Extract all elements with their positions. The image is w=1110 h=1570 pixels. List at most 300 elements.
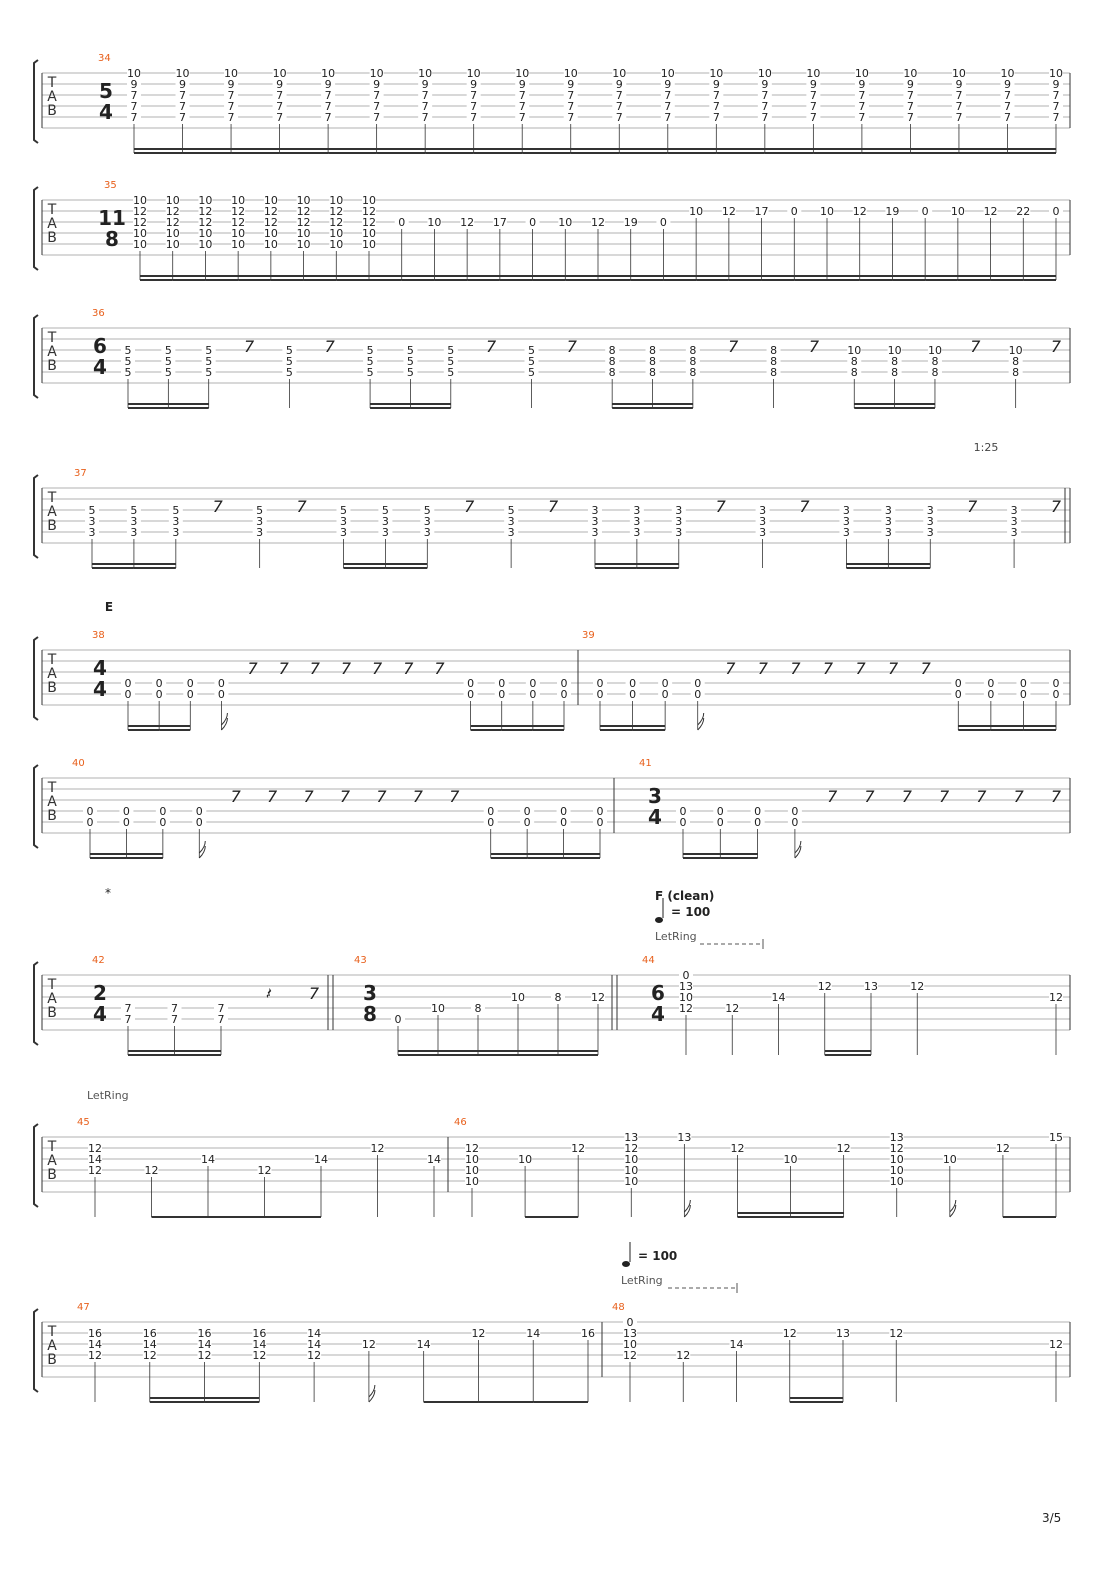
fret-number: 9 xyxy=(1052,78,1060,91)
rest-mark: 7 xyxy=(864,787,875,806)
rest-mark: 7 xyxy=(970,337,981,356)
fret-number: 12 xyxy=(591,991,605,1004)
fret-number: 5 xyxy=(205,366,213,379)
fret-number: 7 xyxy=(1052,111,1060,124)
fret-number: 10 xyxy=(133,238,147,251)
tempo-note-head xyxy=(655,917,663,923)
fret-number: 7 xyxy=(276,89,284,102)
fret-number: 8 xyxy=(770,344,778,357)
fret-number: 10 xyxy=(563,67,578,80)
fret-number: 7 xyxy=(421,111,429,124)
system-bracket xyxy=(34,637,38,720)
measure-number: 40 xyxy=(72,758,85,769)
fret-number: 0 xyxy=(467,677,475,690)
fret-number: 0 xyxy=(560,688,568,701)
fret-number: 3 xyxy=(256,526,264,539)
fret-number: 7 xyxy=(179,89,187,102)
fret-number: 0 xyxy=(529,688,537,701)
fret-number: 0 xyxy=(754,805,762,818)
rest-mark: 7 xyxy=(1050,337,1062,356)
fret-number: 12 xyxy=(983,205,998,218)
fret-number: 5 xyxy=(366,366,374,379)
fret-number: 10 xyxy=(329,194,344,207)
fret-number: 17 xyxy=(492,216,507,229)
fret-number: 9 xyxy=(227,78,235,91)
fret-number: 12 xyxy=(198,216,213,229)
fret-number: 5 xyxy=(447,366,455,379)
rest-mark: 7 xyxy=(449,787,460,806)
fret-number: 10 xyxy=(558,216,573,229)
fret-number: 3 xyxy=(842,515,850,528)
fret-number: 10 xyxy=(854,67,869,80)
tab-clef-letter: A xyxy=(47,666,57,682)
let-ring-label: LetRing xyxy=(655,930,697,943)
fret-number: 3 xyxy=(507,515,515,528)
fret-number: 7 xyxy=(217,1002,225,1015)
rest-mark: 7 xyxy=(412,787,423,806)
fret-number: 7 xyxy=(518,89,526,102)
fret-number: 12 xyxy=(231,216,246,229)
measure-number: 41 xyxy=(639,758,652,769)
fret-number: 0 xyxy=(679,805,687,818)
fret-number: 10 xyxy=(689,205,704,218)
rest-mark: 7 xyxy=(1013,787,1024,806)
fret-number: 12 xyxy=(252,1349,267,1362)
fret-number: 9 xyxy=(518,78,526,91)
fret-number: 3 xyxy=(256,515,264,528)
fret-number: 5 xyxy=(285,344,293,357)
fret-number: 0 xyxy=(754,816,762,829)
fret-number: 5 xyxy=(285,355,293,368)
fret-number: 0 xyxy=(679,816,687,829)
fret-number: 10 xyxy=(369,67,384,80)
rest-mark: 7 xyxy=(309,659,320,678)
fret-number: 7 xyxy=(124,1013,132,1026)
fret-number: 5 xyxy=(447,355,455,368)
fret-number: 7 xyxy=(373,89,381,102)
fret-number: 0 xyxy=(987,688,995,701)
fret-number: 12 xyxy=(142,1349,157,1362)
fret-number: 7 xyxy=(470,89,478,102)
fret-number: 5 xyxy=(164,366,172,379)
fret-number: 7 xyxy=(567,111,575,124)
fret-number: 0 xyxy=(560,677,568,690)
fret-number: 10 xyxy=(1049,67,1063,80)
fret-number: 7 xyxy=(171,1013,178,1026)
fret-number: 0 xyxy=(1019,677,1027,690)
fret-number: 12 xyxy=(329,205,344,218)
tab-system xyxy=(34,187,1070,280)
tab-clef-letter: B xyxy=(47,1005,57,1021)
fret-number: 9 xyxy=(324,78,332,91)
fret-number: 5 xyxy=(88,504,96,517)
fret-number: 7 xyxy=(470,111,478,124)
tab-clef-letter: B xyxy=(47,680,57,696)
fret-number: 3 xyxy=(130,526,138,539)
rest-mark: 7 xyxy=(324,337,335,356)
tab-clef-letter: A xyxy=(47,1338,57,1354)
fret-number: 7 xyxy=(227,89,235,102)
fret-number: 0 xyxy=(560,805,568,818)
time-signature-top: 2 xyxy=(93,981,107,1005)
fret-number: 5 xyxy=(527,344,535,357)
fret-number: 10 xyxy=(296,194,311,207)
rest-mark: 7 xyxy=(1050,497,1062,516)
fret-number: 0 xyxy=(954,688,962,701)
fret-number: 7 xyxy=(373,111,381,124)
fret-number: 5 xyxy=(339,504,347,517)
tab-clef-letter: A xyxy=(47,344,57,360)
fret-number: 5 xyxy=(205,344,213,357)
tab-system xyxy=(34,315,1070,408)
fret-number: 7 xyxy=(324,89,332,102)
fret-number: 3 xyxy=(926,526,934,539)
fret-number: 5 xyxy=(124,355,132,368)
fret-number: 0 xyxy=(523,805,531,818)
fret-number: 0 xyxy=(398,216,406,229)
fret-number: 10 xyxy=(231,238,246,251)
rest-mark: 7 xyxy=(715,497,726,516)
fret-number: 10 xyxy=(231,194,246,207)
tab-clef-letter: T xyxy=(47,75,57,91)
fret-number: 10 xyxy=(623,1338,637,1351)
fret-number: 7 xyxy=(1003,89,1011,102)
fret-number: 16 xyxy=(88,1327,102,1340)
fret-number: 7 xyxy=(712,89,720,102)
fret-number: 8 xyxy=(1012,355,1020,368)
fret-number: 3 xyxy=(759,515,767,528)
fret-number: 10 xyxy=(515,67,530,80)
time-signature-bottom: 8 xyxy=(363,1002,377,1026)
fret-number: 3 xyxy=(842,526,850,539)
fret-number: 9 xyxy=(179,78,187,91)
measure-number: 44 xyxy=(642,955,655,966)
fret-number: 14 xyxy=(307,1338,322,1351)
fret-number: 14 xyxy=(729,1338,744,1351)
fret-number: 12 xyxy=(624,1142,639,1155)
measure-number: 48 xyxy=(612,1302,625,1313)
fret-number: 3 xyxy=(842,504,850,517)
fret-number: 7 xyxy=(276,111,284,124)
fret-number: 7 xyxy=(567,100,575,113)
fret-number: 10 xyxy=(889,1153,904,1166)
fret-number: 14 xyxy=(771,991,786,1004)
rest-mark: 7 xyxy=(243,337,255,356)
rest-mark: 7 xyxy=(790,659,801,678)
rest-mark: 7 xyxy=(278,659,289,678)
fret-number: 8 xyxy=(608,366,616,379)
fret-number: 7 xyxy=(615,100,623,113)
fret-number: 10 xyxy=(820,205,834,218)
fret-number: 5 xyxy=(507,504,515,517)
fret-number: 8 xyxy=(608,355,616,368)
fret-number: 10 xyxy=(418,67,433,80)
fret-number: 3 xyxy=(591,504,599,517)
tab-system xyxy=(34,1309,1070,1402)
fret-number: 0 xyxy=(661,677,669,690)
fret-number: 7 xyxy=(421,89,429,102)
fret-number: 14 xyxy=(88,1338,102,1351)
fret-number: 7 xyxy=(276,100,284,113)
fret-number: 10 xyxy=(465,1153,479,1166)
fret-number: 3 xyxy=(884,515,892,528)
fret-number: 5 xyxy=(527,366,535,379)
fret-number: 5 xyxy=(406,355,414,368)
fret-number: 10 xyxy=(263,227,278,240)
fret-number: 0 xyxy=(155,677,163,690)
fret-number: 12 xyxy=(307,1349,322,1362)
fret-number: 3 xyxy=(884,526,892,539)
fret-number: 8 xyxy=(1012,366,1020,379)
fret-number: 10 xyxy=(431,1002,445,1015)
fret-number: 3 xyxy=(339,515,347,528)
rest-mark: 7 xyxy=(340,659,352,678)
fret-number: 5 xyxy=(423,504,431,517)
fret-number: 0 xyxy=(954,677,962,690)
fret-number: 0 xyxy=(159,805,167,818)
fret-number: 9 xyxy=(906,78,914,91)
fret-number: 0 xyxy=(529,677,537,690)
fret-number: 3 xyxy=(507,526,515,539)
fret-number: 7 xyxy=(761,100,769,113)
fret-number: 0 xyxy=(195,816,203,829)
fret-number: 7 xyxy=(615,111,623,124)
fret-number: 7 xyxy=(1052,100,1060,113)
fret-number: 14 xyxy=(88,1153,102,1166)
fret-number: 5 xyxy=(130,504,138,517)
fret-number: 12 xyxy=(361,1338,376,1351)
note-flag xyxy=(698,713,704,730)
fret-number: 10 xyxy=(660,67,675,80)
note-flag xyxy=(684,1200,690,1217)
fret-number: 0 xyxy=(155,688,163,701)
fret-number: 0 xyxy=(467,688,475,701)
fret-number: 0 xyxy=(86,805,94,818)
time-signature-top: 11 xyxy=(98,206,126,230)
fret-number: 12 xyxy=(730,1142,745,1155)
fret-number: 0 xyxy=(124,688,132,701)
fret-number: 10 xyxy=(679,991,693,1004)
tab-clef-letter: T xyxy=(47,780,57,796)
fret-number: 8 xyxy=(689,366,697,379)
fret-number: 7 xyxy=(906,89,914,102)
fret-number: 8 xyxy=(850,355,858,368)
fret-number: 3 xyxy=(88,515,96,528)
fret-number: 3 xyxy=(1010,504,1018,517)
rest-mark: 7 xyxy=(725,659,736,678)
fret-number: 10 xyxy=(757,67,772,80)
fret-number: 8 xyxy=(649,366,657,379)
system-bracket xyxy=(34,1309,38,1392)
fret-number: 10 xyxy=(709,67,724,80)
fret-number: 0 xyxy=(186,677,194,690)
tab-clef-letter: B xyxy=(47,808,57,824)
fret-number: 12 xyxy=(296,205,311,218)
fret-number: 0 xyxy=(682,969,690,982)
fret-number: 5 xyxy=(256,504,264,517)
rest-mark: 7 xyxy=(464,497,475,516)
fret-number: 10 xyxy=(296,238,311,251)
fret-number: 7 xyxy=(130,100,138,113)
rest-mark: 7 xyxy=(303,787,314,806)
fret-number: 10 xyxy=(263,194,278,207)
fret-number: 14 xyxy=(142,1338,157,1351)
fret-number: 12 xyxy=(370,1142,385,1155)
fret-number: 7 xyxy=(217,1013,225,1026)
fret-number: 5 xyxy=(164,355,172,368)
fret-number: 10 xyxy=(362,238,376,251)
fret-number: 10 xyxy=(889,1164,904,1177)
fret-number: 0 xyxy=(86,816,94,829)
tab-clef-letter: A xyxy=(47,89,57,105)
fret-number: 8 xyxy=(554,991,562,1004)
fret-number: 12 xyxy=(995,1142,1010,1155)
fret-number: 7 xyxy=(955,89,963,102)
fret-number: 0 xyxy=(694,677,702,690)
fret-number: 9 xyxy=(761,78,769,91)
fret-number: 7 xyxy=(1052,89,1060,102)
fret-number: 12 xyxy=(263,205,278,218)
fret-number: 22 xyxy=(1016,205,1031,218)
time-signature-bottom: 4 xyxy=(99,100,113,124)
fret-number: 10 xyxy=(175,67,190,80)
fret-number: 0 xyxy=(186,688,194,701)
fret-number: 8 xyxy=(649,344,657,357)
fret-number: 0 xyxy=(217,688,225,701)
fret-number: 12 xyxy=(88,1142,102,1155)
fret-number: 10 xyxy=(198,194,213,207)
fret-number: 8 xyxy=(689,344,697,357)
fret-number: 14 xyxy=(197,1338,212,1351)
fret-number: 10 xyxy=(133,194,147,207)
fret-number: 9 xyxy=(421,78,429,91)
fret-number: 8 xyxy=(931,366,939,379)
fret-number: 10 xyxy=(624,1175,639,1188)
fret-number: 12 xyxy=(836,1142,851,1155)
fret-number: 5 xyxy=(366,344,374,357)
fret-number: 10 xyxy=(362,194,376,207)
section-marker: E xyxy=(104,600,114,614)
fret-number: 12 xyxy=(889,1327,904,1340)
rest-mark: 7 xyxy=(434,659,445,678)
fret-number: 3 xyxy=(172,515,180,528)
fret-number: 7 xyxy=(518,100,526,113)
fret-number: 9 xyxy=(470,78,478,91)
tab-system xyxy=(34,475,1070,568)
system-bracket xyxy=(34,315,38,398)
fret-number: 0 xyxy=(716,805,724,818)
fret-number: 7 xyxy=(809,111,817,124)
fret-number: 16 xyxy=(252,1327,267,1340)
fret-number: 5 xyxy=(285,366,293,379)
fret-number: 9 xyxy=(712,78,720,91)
fret-number: 5 xyxy=(381,504,389,517)
page-number: 3/5 xyxy=(1042,1511,1062,1525)
fret-number: 16 xyxy=(197,1327,212,1340)
fret-number: 12 xyxy=(144,1164,159,1177)
rest-mark: 7 xyxy=(855,659,866,678)
fret-number: 3 xyxy=(926,515,934,528)
time-signature-bottom: 8 xyxy=(105,227,119,251)
fret-number: 7 xyxy=(1003,100,1011,113)
rest-mark: 7 xyxy=(728,337,739,356)
tab-clef-letter: B xyxy=(47,1352,57,1368)
fret-number: 9 xyxy=(664,78,672,91)
fret-number: 19 xyxy=(885,205,900,218)
time-signature-bottom: 4 xyxy=(93,677,107,701)
fret-number: 0 xyxy=(791,805,799,818)
fret-number: 7 xyxy=(130,89,138,102)
fret-number: 14 xyxy=(526,1327,541,1340)
fret-number: 5 xyxy=(172,504,180,517)
rest-mark: 7 xyxy=(799,497,810,516)
fret-number: 8 xyxy=(608,344,616,357)
fret-number: 0 xyxy=(1019,688,1027,701)
system-bracket xyxy=(34,962,38,1045)
fret-number: 10 xyxy=(263,238,278,251)
fret-number: 7 xyxy=(809,89,817,102)
rest-mark: 7 xyxy=(967,497,978,516)
fret-number: 13 xyxy=(836,1327,850,1340)
fret-number: 0 xyxy=(596,805,604,818)
tempo-marking: = 100 xyxy=(638,1249,678,1263)
fret-number: 12 xyxy=(1049,1338,1063,1351)
fret-number: 12 xyxy=(88,1164,102,1177)
rest-mark: 7 xyxy=(888,659,899,678)
fret-number: 10 xyxy=(224,67,239,80)
fret-number: 8 xyxy=(474,1002,482,1015)
fret-number: 7 xyxy=(906,111,914,124)
time-signature-top: 3 xyxy=(363,981,377,1005)
fret-number: 0 xyxy=(122,816,130,829)
fret-number: 15 xyxy=(1049,1131,1063,1144)
fret-number: 0 xyxy=(921,205,929,218)
fret-number: 13 xyxy=(889,1131,904,1144)
let-ring-label: LetRing xyxy=(621,1274,663,1287)
fret-number: 13 xyxy=(677,1131,692,1144)
fret-number: 7 xyxy=(421,100,429,113)
fret-number: 10 xyxy=(950,205,965,218)
fret-number: 12 xyxy=(817,980,832,993)
fret-number: 10 xyxy=(511,991,525,1004)
tempo-marking: = 100 xyxy=(671,905,711,919)
fret-number: 10 xyxy=(127,67,141,80)
fret-number: 12 xyxy=(725,1002,740,1015)
fret-number: 0 xyxy=(487,805,495,818)
fret-number: 10 xyxy=(1008,344,1023,357)
fret-number: 7 xyxy=(179,100,187,113)
fret-number: 7 xyxy=(809,100,817,113)
rest-mark: 7 xyxy=(486,337,497,356)
fret-number: 7 xyxy=(518,111,526,124)
fret-number: 10 xyxy=(329,227,344,240)
fret-number: 5 xyxy=(406,344,414,357)
fret-number: 7 xyxy=(761,111,769,124)
fret-number: 3 xyxy=(423,526,431,539)
fret-number: 3 xyxy=(675,526,683,539)
fret-number: 12 xyxy=(676,1349,691,1362)
fret-number: 9 xyxy=(130,78,138,91)
fret-number: 7 xyxy=(470,100,478,113)
measure-number: 38 xyxy=(92,630,105,641)
fret-number: 12 xyxy=(471,1327,486,1340)
fret-number: 7 xyxy=(373,100,381,113)
fret-number: 7 xyxy=(906,100,914,113)
rest-mark: 7 xyxy=(1050,787,1062,806)
fret-number: 9 xyxy=(1003,78,1011,91)
fret-number: 0 xyxy=(1052,205,1060,218)
fret-number: 7 xyxy=(712,100,720,113)
